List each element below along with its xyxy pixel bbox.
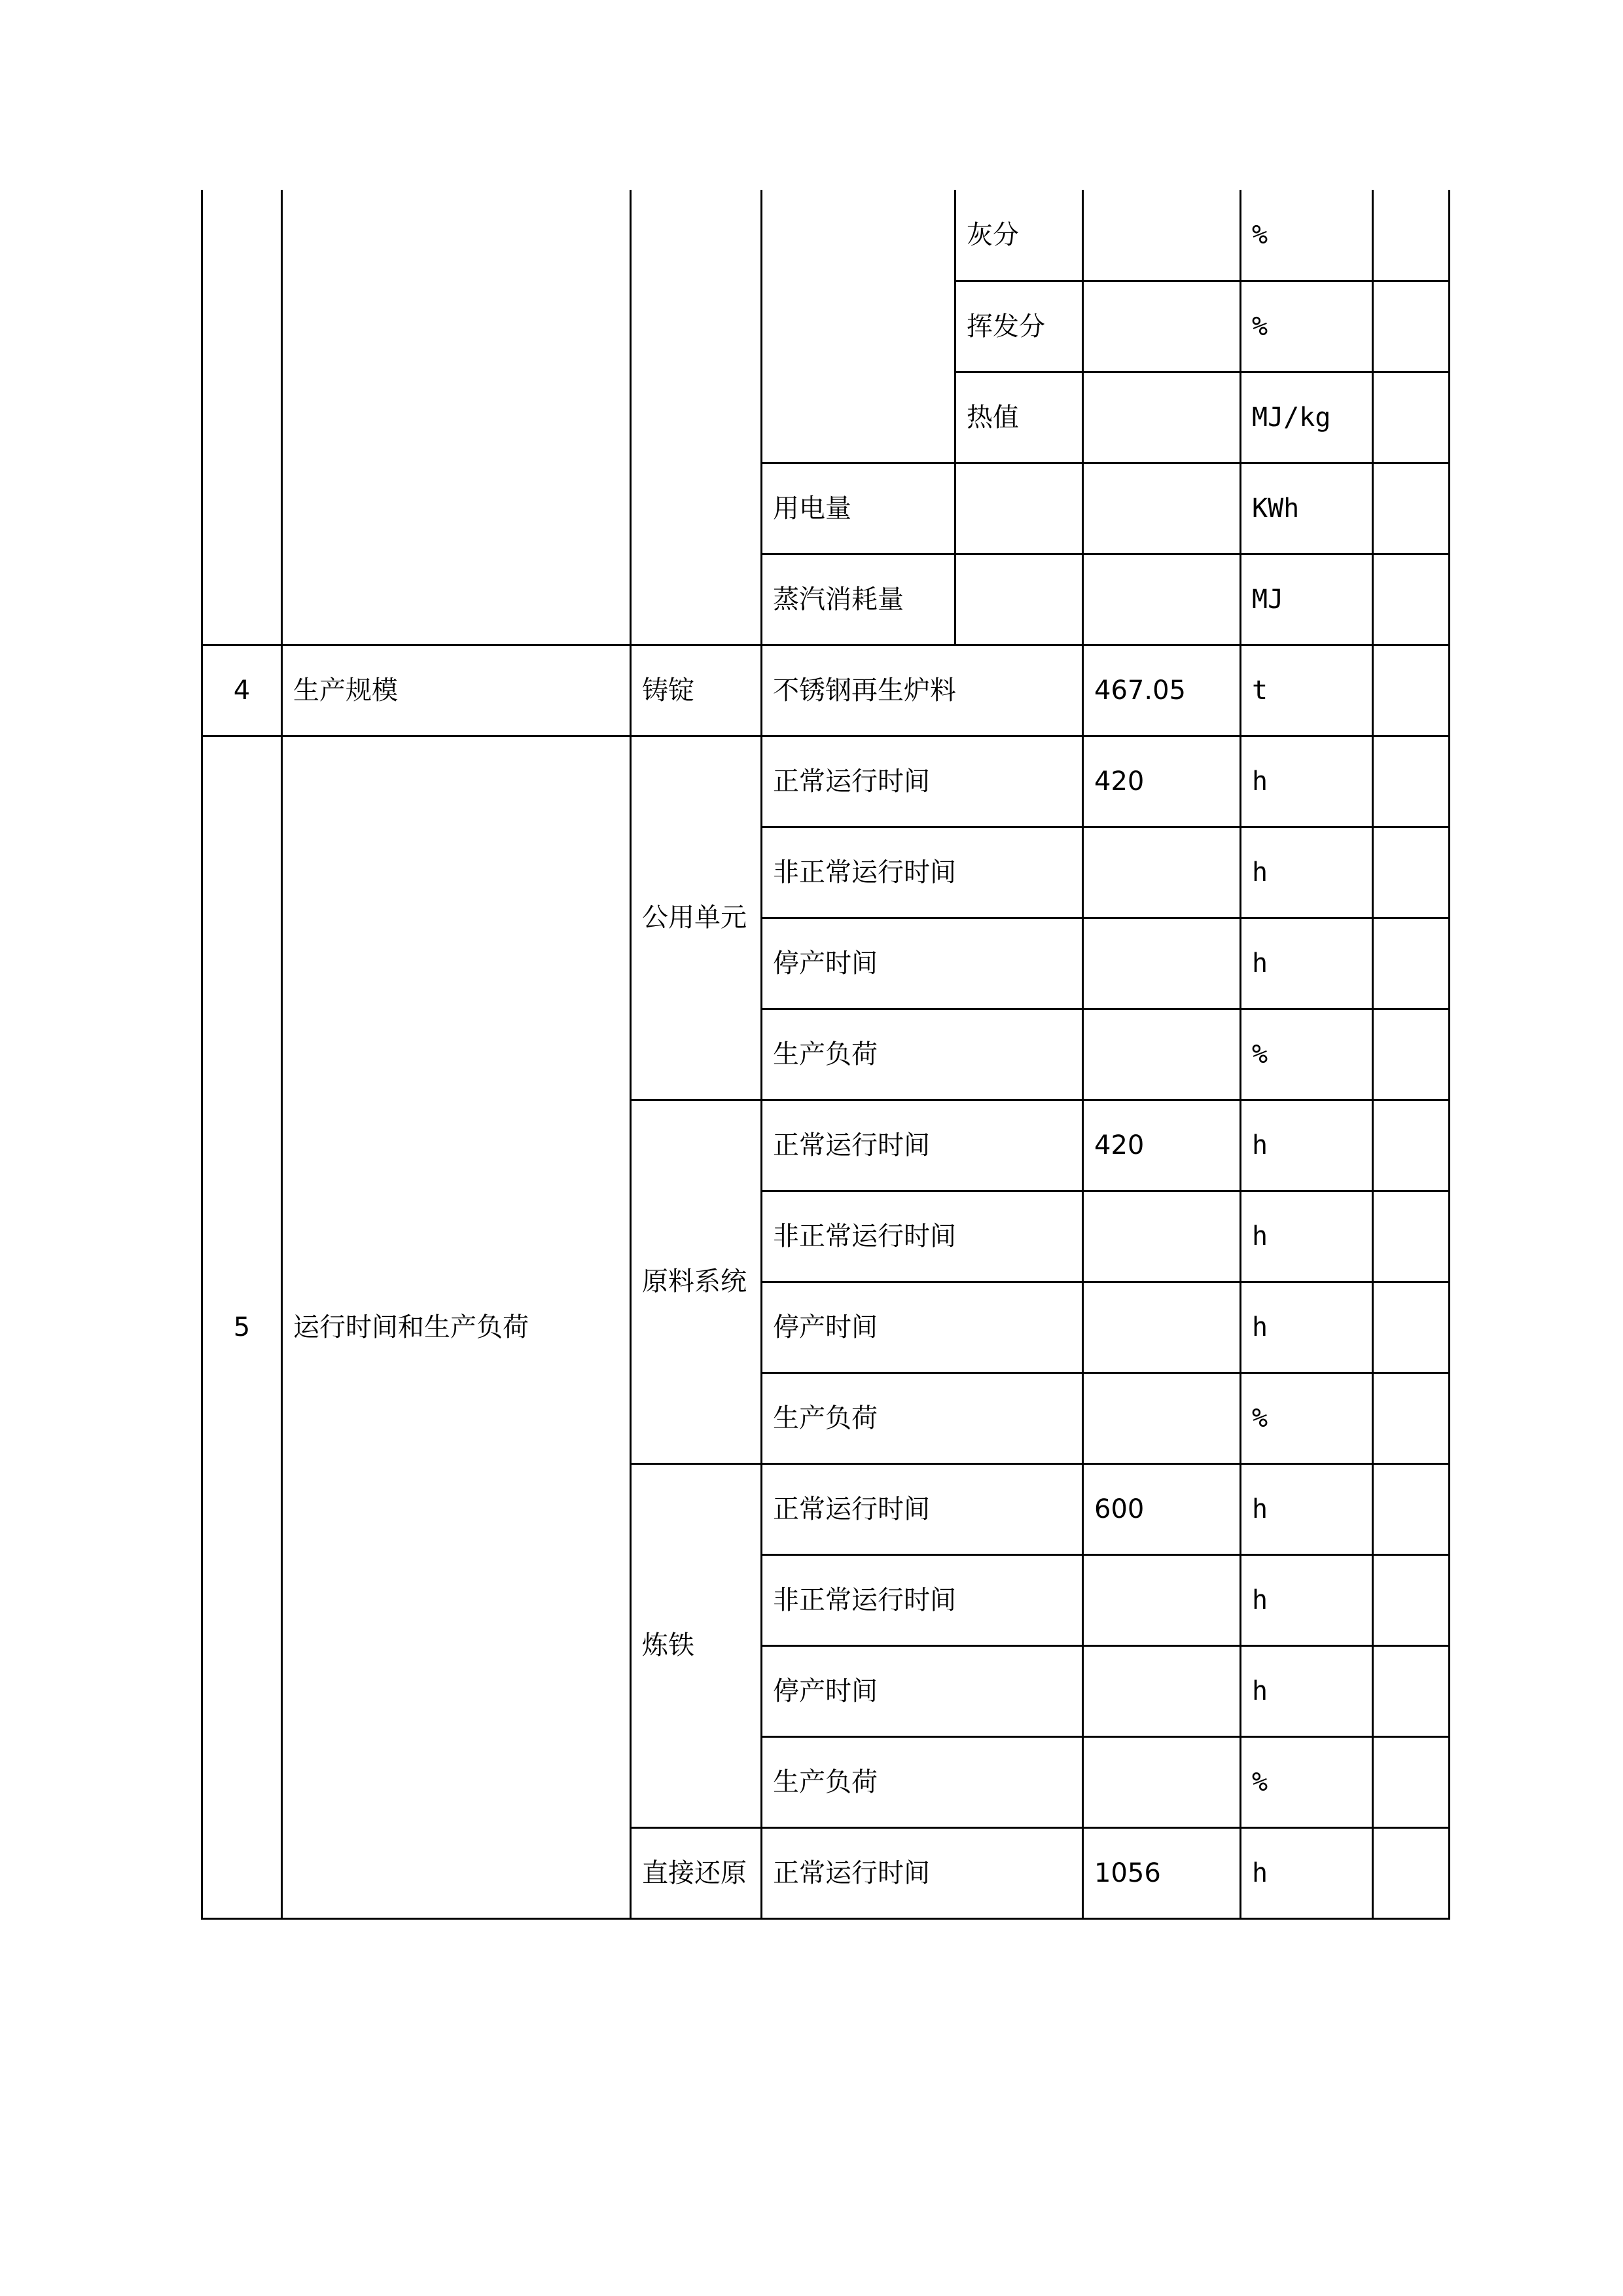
param-label: 正常运行时间 bbox=[762, 1100, 1083, 1191]
unit-name: 铸锭 bbox=[631, 645, 762, 736]
param-value bbox=[1083, 1645, 1241, 1736]
param-unit: KWh bbox=[1241, 463, 1373, 554]
param-value bbox=[1083, 1191, 1241, 1282]
remark-cell bbox=[1373, 1191, 1450, 1282]
remark-cell bbox=[1373, 554, 1450, 645]
param-unit: h bbox=[1241, 1100, 1373, 1191]
param-unit: MJ bbox=[1241, 554, 1373, 645]
table-row bbox=[202, 736, 1450, 827]
section-index: 4 bbox=[202, 645, 282, 736]
param-value: 600 bbox=[1083, 1463, 1241, 1554]
group-name: 直接还原 bbox=[631, 1827, 762, 1918]
param-unit: % bbox=[1241, 190, 1373, 281]
param-label: 停产时间 bbox=[762, 1282, 1083, 1372]
remark-cell bbox=[1373, 918, 1450, 1009]
param-value bbox=[1083, 918, 1241, 1009]
param-label: 非正常运行时间 bbox=[762, 827, 1083, 918]
item-cell bbox=[282, 190, 631, 645]
param-value bbox=[1083, 554, 1241, 645]
remark-cell bbox=[1373, 190, 1450, 281]
product-unit: t bbox=[1241, 645, 1373, 736]
remark-cell bbox=[1373, 372, 1450, 463]
unit-name-cell bbox=[631, 190, 762, 645]
param-label: 蒸汽消耗量 bbox=[762, 554, 955, 645]
param-unit: h bbox=[1241, 1645, 1373, 1736]
param-label: 生产负荷 bbox=[762, 1009, 1083, 1100]
param-label: 生产负荷 bbox=[762, 1372, 1083, 1463]
group-name: 公用单元 bbox=[631, 736, 762, 1100]
table-row bbox=[202, 645, 1450, 736]
param-label: 停产时间 bbox=[762, 1645, 1083, 1736]
param-value bbox=[1083, 1736, 1241, 1827]
param-unit: h bbox=[1241, 1463, 1373, 1554]
remark-cell bbox=[1373, 645, 1450, 736]
param-unit: h bbox=[1241, 1554, 1373, 1645]
remark-cell bbox=[1373, 827, 1450, 918]
param-value: 420 bbox=[1083, 1100, 1241, 1191]
product-value: 467.05 bbox=[1083, 645, 1241, 736]
remark-cell bbox=[1373, 1645, 1450, 1736]
param-unit: h bbox=[1241, 1827, 1373, 1918]
param-value bbox=[1083, 281, 1241, 372]
group-name: 炼铁 bbox=[631, 1463, 762, 1827]
param-value bbox=[1083, 1554, 1241, 1645]
remark-cell bbox=[1373, 1282, 1450, 1372]
remark-cell bbox=[1373, 1100, 1450, 1191]
param-label: 非正常运行时间 bbox=[762, 1191, 1083, 1282]
param-unit: % bbox=[1241, 1372, 1373, 1463]
param-value bbox=[1083, 1282, 1241, 1372]
param-unit: h bbox=[1241, 736, 1373, 827]
param-label: 停产时间 bbox=[762, 918, 1083, 1009]
remark-cell bbox=[1373, 1827, 1450, 1918]
param-value bbox=[1083, 1009, 1241, 1100]
param-label: 正常运行时间 bbox=[762, 736, 1083, 827]
param-unit: % bbox=[1241, 281, 1373, 372]
remark-cell bbox=[1373, 736, 1450, 827]
param-unit: h bbox=[1241, 827, 1373, 918]
remark-cell bbox=[1373, 1463, 1450, 1554]
param-value bbox=[1083, 827, 1241, 918]
param-unit: MJ/kg bbox=[1241, 372, 1373, 463]
section-index: 5 bbox=[202, 736, 282, 1918]
remark-cell bbox=[1373, 1736, 1450, 1827]
remark-cell bbox=[1373, 281, 1450, 372]
param-label: 非正常运行时间 bbox=[762, 1554, 1083, 1645]
param-label: 挥发分 bbox=[955, 281, 1083, 372]
table-row bbox=[202, 190, 1450, 281]
remark-cell bbox=[1373, 1554, 1450, 1645]
param-value bbox=[1083, 372, 1241, 463]
param-unit: h bbox=[1241, 918, 1373, 1009]
group-name: 原料系统 bbox=[631, 1100, 762, 1463]
param-unit: h bbox=[1241, 1282, 1373, 1372]
param-value: 420 bbox=[1083, 736, 1241, 827]
remark-cell bbox=[1373, 1372, 1450, 1463]
product-name: 不锈钢再生炉料 bbox=[762, 645, 1083, 736]
sub-cell bbox=[955, 463, 1083, 554]
param-label: 灰分 bbox=[955, 190, 1083, 281]
param-label: 生产负荷 bbox=[762, 1736, 1083, 1827]
remark-cell bbox=[1373, 463, 1450, 554]
index-cell bbox=[202, 190, 282, 645]
param-label: 热值 bbox=[955, 372, 1083, 463]
data-table bbox=[201, 190, 1450, 1920]
param-value bbox=[1083, 1372, 1241, 1463]
param-unit: % bbox=[1241, 1009, 1373, 1100]
param-unit: % bbox=[1241, 1736, 1373, 1827]
section-title: 生产规模 bbox=[282, 645, 631, 736]
param-value bbox=[1083, 190, 1241, 281]
param-value: 1056 bbox=[1083, 1827, 1241, 1918]
param-value bbox=[1083, 463, 1241, 554]
category-cell bbox=[762, 190, 955, 463]
param-label: 用电量 bbox=[762, 463, 955, 554]
param-unit: h bbox=[1241, 1191, 1373, 1282]
param-label: 正常运行时间 bbox=[762, 1827, 1083, 1918]
remark-cell bbox=[1373, 1009, 1450, 1100]
sub-cell bbox=[955, 554, 1083, 645]
section-title: 运行时间和生产负荷 bbox=[282, 736, 631, 1918]
param-label: 正常运行时间 bbox=[762, 1463, 1083, 1554]
